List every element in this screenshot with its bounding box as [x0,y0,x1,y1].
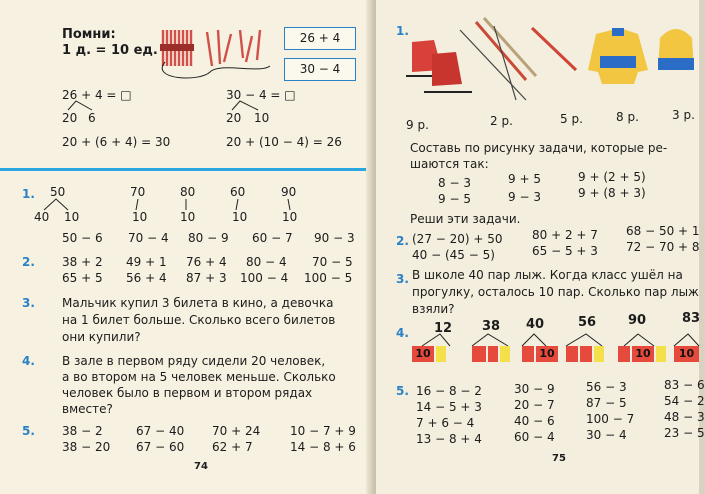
price-label: 2 р. [490,114,513,128]
example-box-1: 26 + 4 [284,27,356,50]
section-divider [0,168,366,171]
bar-segment [522,346,534,362]
r-task-1-expr: 8 − 3 [438,176,471,190]
r-task-2-expr: 65 − 5 + 3 [532,244,598,258]
task-5-expr: 67 − 40 [136,424,185,438]
bar-segment [618,346,630,362]
r-task-3-line: В школе 40 пар лыж. Когда класс ушёл на [412,268,683,282]
bar-segment [594,346,604,362]
r-task-1-solve: Реши эти задачи. [410,212,521,226]
remember-title: Помни: [62,27,116,42]
r-task-5-expr: 100 − 7 [586,412,635,426]
example-1-solution: 20 + (6 + 4) = 30 [62,135,171,149]
task-1-expr: 60 − 7 [252,231,293,245]
r-task-1-line: шаются так: [410,157,489,171]
task-4-line: а во втором на 5 человек меньше. Сколько [62,370,336,384]
example-box-2: 30 − 4 [284,58,356,81]
r-task-1-expr: 9 + (2 + 5) [578,170,646,184]
price-label: 3 р. [672,108,695,122]
task-4-line: В зале в первом ряду сидели 20 человек, [62,354,326,368]
task-5-expr: 62 + 7 [212,440,253,454]
r-task-2-expr: 72 − 70 + 8 [626,240,700,254]
task-1-top: 60 [230,185,246,199]
task-2-expr: 65 + 5 [62,271,103,285]
r-task-5-expr: 23 − 5 [664,426,705,440]
task-1-bottom: 10 [132,210,148,224]
r-task-3-line: прогулку, осталось 10 пар. Сколько пар лыж [412,285,699,299]
task-2-expr: 87 + 3 [186,271,227,285]
task-1-bottom: 10 [282,210,298,224]
bar-segment-label: 10 [635,347,651,360]
task-5-number: 5. [22,424,35,438]
task-1-expr: 50 − 6 [62,231,103,245]
bar-segment [566,346,578,362]
bar-segment-ten [674,346,699,362]
task-5-expr: 14 − 8 + 6 [290,440,356,454]
task-5-expr: 10 − 7 + 9 [290,424,356,438]
r-task-2-expr: (27 − 20) + 50 [412,232,503,246]
bar-segment-ten [632,346,654,362]
example-1-split-b: 6 [88,111,96,125]
task-1-bottom: 10 [180,210,196,224]
task-5-expr: 67 − 60 [136,440,185,454]
bar-segment [580,346,592,362]
task-1-bottom: 40 [34,210,50,224]
r-task-4-top: 90 [628,313,647,328]
r-task-5-expr: 7 + 6 − 4 [416,416,475,430]
page-number-left: 74 [194,461,208,472]
task-2-expr: 49 + 1 [126,255,167,269]
example-2-split-a: 20 [226,111,242,125]
task-3-line: Мальчик купил 3 билета в кино, а девочка [62,296,334,310]
r-task-5-expr: 30 − 9 [514,382,555,396]
task-2-expr: 100 − 4 [240,271,289,285]
bar-segment [472,346,486,362]
r-task-4-top: 40 [526,317,545,332]
r-task-3-number: 3. [396,272,409,286]
r-task-2-expr: 68 − 50 + 1 [626,224,700,238]
bar-segment-label: 10 [415,347,431,360]
task-1-expr: 70 − 4 [128,231,169,245]
task-1-top: 80 [180,185,196,199]
r-task-4-top: 83 [682,311,701,326]
example-2-expr: 30 − 4 = □ [226,88,296,102]
task-4-line: человек было в первом и втором рядах [62,386,313,400]
task-3-line: на 1 билет больше. Сколько всего билетов [62,313,336,327]
r-task-5-expr: 87 − 5 [586,396,627,410]
task-4-number: 4. [22,354,35,368]
r-task-2-number: 2. [396,234,409,248]
task-3-line: они купили? [62,330,141,344]
task-5-expr: 70 + 24 [212,424,261,438]
r-task-1-number: 1. [396,24,409,38]
right-page [376,0,705,494]
price-label: 9 р. [406,118,429,132]
task-4-line: вместе? [62,402,113,416]
task-2-number: 2. [22,255,35,269]
task-1-top: 90 [281,185,297,199]
bar-segment-label: 10 [539,347,555,360]
price-label: 5 р. [560,112,583,126]
task-1-number: 1. [22,187,35,201]
page-number-right: 75 [552,453,566,464]
task-1-expr: 90 − 3 [314,231,355,245]
bar-segment-ten [412,346,434,362]
task-3-number: 3. [22,296,35,310]
r-task-4-top: 12 [434,321,453,336]
r-task-1-line: Составь по рисунку задачи, которые ре- [410,141,668,155]
bar-segment [436,346,446,362]
example-1-split-a: 20 [62,111,78,125]
r-task-5-expr: 60 − 4 [514,430,555,444]
task-2-expr: 56 + 4 [126,271,167,285]
r-task-5-expr: 56 − 3 [586,380,627,394]
task-1-bottom: 10 [64,210,80,224]
r-task-4-top: 56 [578,315,597,330]
bar-segment [656,346,666,362]
bar-segment-ten [536,346,558,362]
task-2-expr: 70 − 5 [312,255,353,269]
r-task-5-expr: 20 − 7 [514,398,555,412]
r-task-5-expr: 16 − 8 − 2 [416,384,482,398]
r-task-4-top: 38 [482,319,501,334]
task-1-bottom: 10 [232,210,248,224]
task-1-top: 50 [50,185,66,199]
r-task-2-expr: 80 + 2 + 7 [532,228,598,242]
r-task-5-number: 5. [396,384,409,398]
price-label: 8 р. [616,110,639,124]
task-2-expr: 100 − 5 [304,271,353,285]
example-2-solution: 20 + (10 − 4) = 26 [226,135,342,149]
task-1-expr: 80 − 9 [188,231,229,245]
r-task-5-expr: 54 − 2 [664,394,705,408]
task-2-expr: 80 − 4 [246,255,287,269]
r-task-5-expr: 48 − 3 [664,410,705,424]
r-task-1-expr: 9 + (8 + 3) [578,186,646,200]
r-task-2-expr: 40 − (45 − 5) [412,248,495,262]
task-1-top: 70 [130,185,146,199]
example-1-expr: 26 + 4 = □ [62,88,132,102]
r-task-1-expr: 9 − 3 [508,190,541,204]
r-task-3-line: взяли? [412,302,455,316]
bar-segment-label: 10 [678,347,695,360]
r-task-5-expr: 83 − 6 [664,378,705,392]
task-5-expr: 38 − 20 [62,440,111,454]
bar-segment [488,346,498,362]
r-task-5-expr: 40 − 6 [514,414,555,428]
remember-rule: 1 д. = 10 ед. [62,43,158,58]
task-2-expr: 38 + 2 [62,255,103,269]
task-5-expr: 38 − 2 [62,424,103,438]
r-task-5-expr: 13 − 8 + 4 [416,432,482,446]
r-task-1-expr: 9 − 5 [438,192,471,206]
r-task-4-number: 4. [396,326,409,340]
bar-segment [500,346,510,362]
r-task-5-expr: 14 − 5 + 3 [416,400,482,414]
r-task-5-expr: 30 − 4 [586,428,627,442]
example-2-split-b: 10 [254,111,270,125]
r-task-1-expr: 9 + 5 [508,172,541,186]
task-2-expr: 76 + 4 [186,255,227,269]
